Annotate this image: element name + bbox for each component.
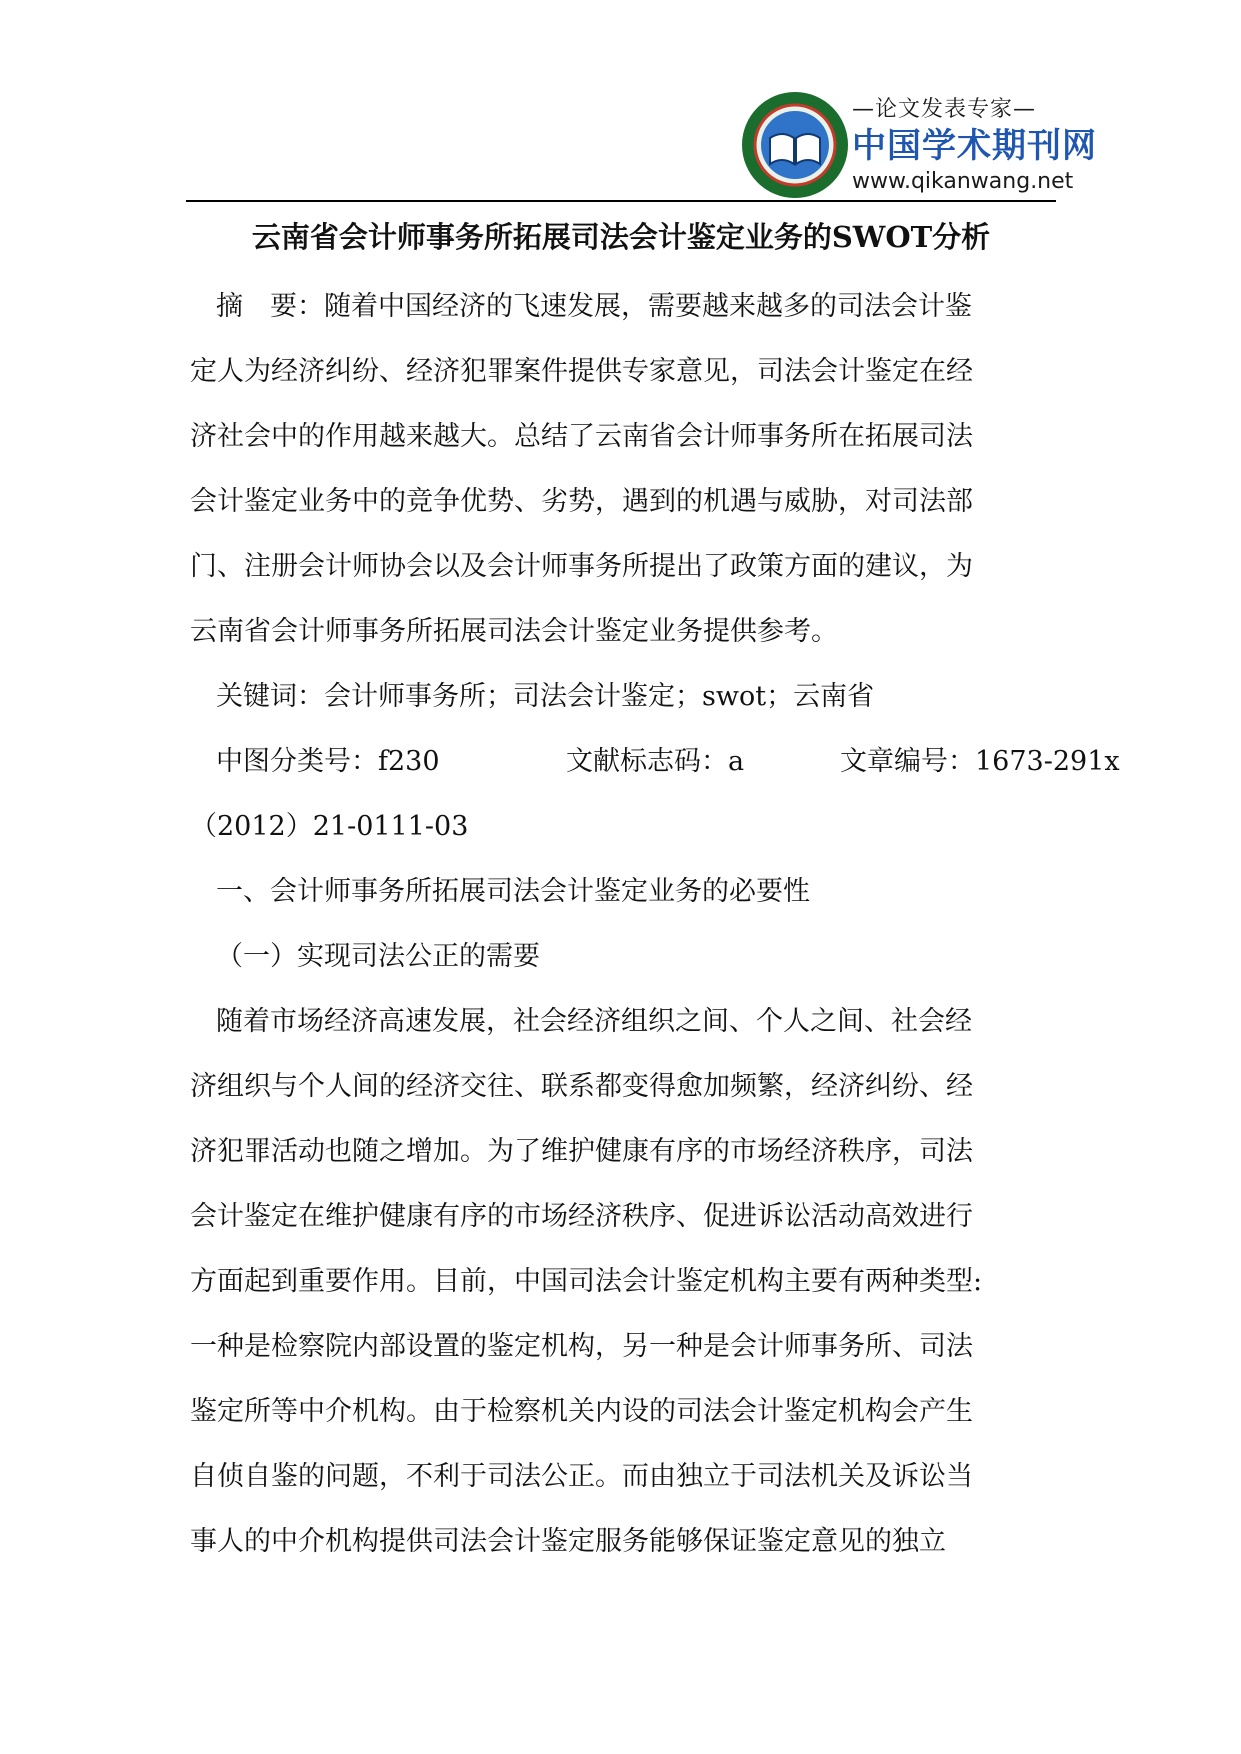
logo-url[interactable]: www.qikanwang.net — [852, 169, 1074, 194]
book-globe-icon — [740, 90, 850, 200]
abstract-line: 定人为经济纠纷、经济犯罪案件提供专家意见，司法会计鉴定在经 — [190, 356, 973, 387]
article-number-cont: （2012）21-0111-03 — [190, 811, 469, 842]
paragraph-line: 济组织与个人间的经济交往、联系都变得愈加频繁，经济纠纷、经 — [190, 1071, 973, 1102]
paragraph-line: 事人的中介机构提供司法会计鉴定服务能够保证鉴定意见的独立 — [190, 1526, 946, 1557]
paragraph-line: 随着市场经济高速发展，社会经济组织之间、个人之间、社会经 — [216, 1006, 972, 1037]
article-body — [190, 274, 1120, 1574]
document-code: 文献标志码：a — [566, 746, 745, 777]
abstract-line: 济社会中的作用越来越大。总结了云南省会计师事务所在拓展司法 — [190, 421, 973, 452]
abstract-line: 会计鉴定业务中的竞争优势、劣势，遇到的机遇与威胁，对司法部 — [190, 486, 973, 517]
paragraph-line: 方面起到重要作用。目前，中国司法会计鉴定机构主要有两种类型: — [190, 1266, 983, 1297]
header-rule — [186, 200, 1056, 202]
abstract-line: 云南省会计师事务所拓展司法会计鉴定业务提供参考。 — [190, 616, 838, 647]
logo-text — [852, 96, 1097, 196]
section-heading: 一、会计师事务所拓展司法会计鉴定业务的必要性 — [216, 876, 810, 907]
classification-line — [190, 729, 1120, 794]
keywords-line: 关键词：会计师事务所；司法会计鉴定；swot；云南省 — [216, 681, 875, 712]
logo-tagline: —论文发表专家— — [852, 97, 1037, 122]
abstract-line: 门、注册会计师协会以及会计师事务所提出了政策方面的建议，为 — [190, 551, 973, 582]
site-logo — [740, 90, 1097, 200]
article-number: 文章编号：1673-291x — [840, 746, 1120, 777]
page-header — [0, 0, 1241, 210]
paragraph-line: 自侦自鉴的问题，不利于司法公正。而由独立于司法机关及诉讼当 — [190, 1461, 973, 1492]
abstract-line: 摘 要：随着中国经济的飞速发展，需要越来越多的司法会计鉴 — [216, 291, 972, 322]
clc-number: 中图分类号：f230 — [216, 746, 440, 777]
paragraph-line: 会计鉴定在维护健康有序的市场经济秩序、促进诉讼活动高效进行 — [190, 1201, 973, 1232]
paragraph-line: 济犯罪活动也随之增加。为了维护健康有序的市场经济秩序，司法 — [190, 1136, 973, 1167]
subsection-heading: （一）实现司法公正的需要 — [216, 941, 540, 972]
article-title: 云南省会计师事务所拓展司法会计鉴定业务的SWOT分析 — [251, 220, 991, 254]
paragraph-line: 一种是检察院内部设置的鉴定机构，另一种是会计师事务所、司法 — [190, 1331, 973, 1362]
logo-name: 中国学术期刊网 — [852, 126, 1097, 166]
paragraph-line: 鉴定所等中介机构。由于检察机关内设的司法会计鉴定机构会产生 — [190, 1396, 973, 1427]
